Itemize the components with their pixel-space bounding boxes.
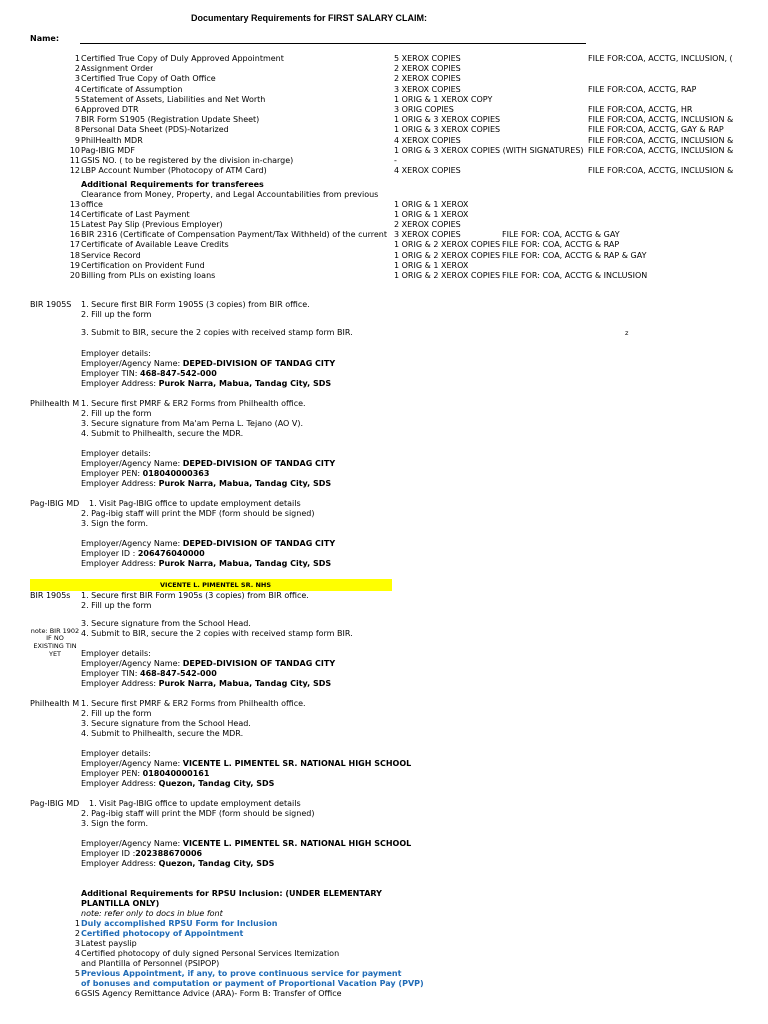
label: Employer/Agency Name: xyxy=(81,759,183,768)
label: Employer ID : xyxy=(81,549,138,558)
value: Purok Narra, Mabua, Tandag City, SDS xyxy=(158,559,332,568)
label: Employer Address: xyxy=(81,679,159,688)
value: VICENTE L. PIMENTEL SR. NATIONAL HIGH SCHOOL xyxy=(182,759,412,768)
item-copies: 1 ORIG & 3 XEROX COPIES xyxy=(394,115,501,125)
item-number: 1 xyxy=(74,54,80,63)
step: 1. Visit Pag-IBIG office to update employment details xyxy=(89,499,301,508)
label: Employer Address: xyxy=(81,859,159,868)
item-document: Statement of Assets, Liabilities and Net Worth xyxy=(81,94,266,104)
step: 4. Submit to BIR, secure the 2 copies with received stamp form BIR. xyxy=(81,629,353,638)
item-document: and Plantilla of Personnel (PSIPOP) xyxy=(81,959,220,968)
item-document: GSIS NO. ( to be registered by the division in-charge) xyxy=(81,156,294,165)
label: Employer/Agency Name: xyxy=(81,359,183,368)
item-copies: 2 XEROX COPIES xyxy=(394,74,461,84)
division-pi-label: Pag-IBIG MD xyxy=(30,499,80,508)
item-number: 17 xyxy=(69,240,80,250)
item-document: Service Record xyxy=(81,250,141,260)
name-underline xyxy=(80,43,586,44)
value: DEPED-DIVISION OF TANDAG CITY xyxy=(182,659,336,668)
value: 468-847-542-000 xyxy=(140,669,217,678)
value: 468-847-542-000 xyxy=(140,369,217,378)
item-file-for: FILE FOR:COA, ACCTG, INCLUSION, ( xyxy=(588,54,733,63)
item-number: 2 xyxy=(74,64,80,74)
item-number: 2 xyxy=(74,929,80,938)
item-document: Certified photocopy of Appointment xyxy=(81,929,244,938)
employer-details-label: Employer details: xyxy=(81,749,151,758)
value: DEPED-DIVISION OF TANDAG CITY xyxy=(182,459,336,468)
item-document: Assignment Order xyxy=(81,64,154,74)
item-number: 11 xyxy=(69,156,80,165)
item-document: Certified photocopy of duly signed Personal Services Itemization xyxy=(81,949,340,958)
item-document: BIR 2316 (Certificate of Compensation Payment/Tax Withheld) of the current xyxy=(81,230,387,240)
step: 1. Visit Pag-IBIG office to update employment details xyxy=(89,799,301,808)
item-number: 16 xyxy=(69,230,80,240)
employer-address xyxy=(81,859,274,869)
item-document: office xyxy=(81,200,103,209)
employer-agency xyxy=(81,459,335,469)
value: 202388670006 xyxy=(135,849,203,858)
item-copies: 1 ORIG & 2 XEROX COPIES xyxy=(394,250,501,260)
item-copies: 1 ORIG & 1 XEROX xyxy=(394,260,469,270)
value: Quezon, Tandag City, SDS xyxy=(158,859,275,868)
label: Employer PEN: xyxy=(81,469,143,478)
item-document: Certified True Copy of Oath Office xyxy=(81,74,216,84)
label: Employer ID : xyxy=(81,849,136,858)
item-copies: 4 XEROX COPIES xyxy=(394,166,461,176)
school-ph-label: Philhealth M xyxy=(30,699,80,708)
label: Employer/Agency Name: xyxy=(81,839,183,848)
item-copies: 3 XEROX COPIES xyxy=(394,230,461,240)
item-number: 5 xyxy=(74,94,80,104)
rpsu-heading-cont: PLANTILLA ONLY) xyxy=(81,899,160,908)
item-number: 1 xyxy=(74,919,80,928)
employer-agency xyxy=(81,759,411,769)
item-copies: 4 XEROX COPIES xyxy=(394,135,461,145)
item-copies: 2 XEROX COPIES xyxy=(394,220,461,230)
value: DEPED-DIVISION OF TANDAG CITY xyxy=(182,359,336,368)
item-number: 3 xyxy=(74,939,80,948)
item-file-for: FILE FOR:COA, ACCTG, INCLUSION & xyxy=(588,135,734,145)
step: 1. Secure first BIR Form 1905S (3 copies) from BIR office. xyxy=(81,300,310,309)
value: 018040000161 xyxy=(142,769,210,778)
division-bir-label: BIR 1905S xyxy=(30,300,72,309)
step: 2. Fill up the form xyxy=(81,601,152,610)
item-copies: 2 XEROX COPIES xyxy=(394,64,461,74)
item-number: 4 xyxy=(74,84,80,94)
item-copies: 1 ORIG & 1 XEROX xyxy=(394,210,469,220)
note-line: EXISTING TIN xyxy=(33,642,77,650)
label: Employer Address: xyxy=(81,479,159,488)
step: 1. Secure first BIR Form 1905s (3 copies) from BIR office. xyxy=(81,591,309,600)
item-number: 3 xyxy=(74,74,80,84)
employer-pen xyxy=(81,469,209,479)
step: 3. Submit to BIR, secure the 2 copies with received stamp form BIR. xyxy=(81,328,353,337)
item-document: Certificate of Last Payment xyxy=(81,210,190,220)
item-number: 13 xyxy=(69,200,80,209)
item-number: 10 xyxy=(69,145,80,155)
label: Employer/Agency Name: xyxy=(81,659,183,668)
step: 2. Pag-ibig staff will print the MDF (form should be signed) xyxy=(81,509,315,518)
employer-pen xyxy=(81,769,209,779)
step: 3. Sign the form. xyxy=(81,519,149,528)
note-line: note: BIR 1902 xyxy=(30,627,80,635)
item-document: Certificate of Assumption xyxy=(81,84,183,94)
employer-agency xyxy=(81,659,335,669)
item-number: 18 xyxy=(69,250,80,260)
item-number: 8 xyxy=(74,125,80,135)
item-document: Approved DTR xyxy=(81,105,139,114)
item-file-for: FILE FOR:COA, ACCTG, GAY & RAP xyxy=(588,125,724,135)
employer-tin xyxy=(81,669,217,679)
item-document: Previous Appointment, if any, to prove continuous service for payment xyxy=(81,969,402,978)
item-copies: 1 ORIG & 1 XEROX COPY xyxy=(394,94,493,104)
employer-agency xyxy=(81,839,411,849)
employer-id xyxy=(81,549,205,559)
item-document: PhilHealth MDR xyxy=(81,135,143,145)
item-document: Billing from PLIs on existing loans xyxy=(81,270,216,280)
label: Employer Address: xyxy=(81,379,159,388)
item-number: 6 xyxy=(74,989,80,998)
value: 018040000363 xyxy=(142,469,210,478)
employer-address xyxy=(81,779,274,789)
value: 206476040000 xyxy=(137,549,205,558)
item-number: 19 xyxy=(69,260,80,270)
item-copies: 3 ORIG COPIES xyxy=(394,105,454,114)
label: Employer PEN: xyxy=(81,769,143,778)
employer-address xyxy=(81,479,331,489)
employer-details-label: Employer details: xyxy=(81,449,151,458)
item-file-for: FILE FOR:COA, ACCTG, INCLUSION & xyxy=(588,115,734,125)
item-document: Certification on Provident Fund xyxy=(81,260,205,270)
item-number: 15 xyxy=(69,220,80,230)
name-label: Name: xyxy=(30,34,60,43)
transferees-pre-line: Clearance from Money, Property, and Legal Accountabilities from previous xyxy=(81,190,379,199)
employer-details-label: Employer details: xyxy=(81,349,151,358)
school-pi-label: Pag-IBIG MD xyxy=(30,799,80,808)
item-copies: 5 XEROX COPIES xyxy=(394,54,461,63)
item-file-for: FILE FOR:COA, ACCTG, HR xyxy=(588,105,693,114)
item-document: of bonuses and computation or payment of Proportional Vacation Pay (PVP) xyxy=(81,979,424,988)
step: 3. Secure signature from Ma'am Perna L. Tejano (AO V). xyxy=(81,419,304,428)
item-number: 6 xyxy=(74,105,80,114)
step: 1. Secure first PMRF & ER2 Forms from Philhealth office. xyxy=(81,699,306,708)
school-banner-text: VICENTE L. PIMENTEL SR. NHS xyxy=(160,581,272,589)
item-document: Personal Data Sheet (PDS)-Notarized xyxy=(81,125,229,135)
item-number: 20 xyxy=(69,270,80,280)
item-copies: 3 XEROX COPIES xyxy=(394,84,461,94)
employer-id xyxy=(81,849,202,859)
item-file-for: FILE FOR: COA, ACCTG & RAP xyxy=(502,240,620,250)
item-file-for: FILE FOR:COA, ACCTG, RAP xyxy=(588,84,697,94)
value: Quezon, Tandag City, SDS xyxy=(158,779,275,788)
value: Purok Narra, Mabua, Tandag City, SDS xyxy=(158,379,332,388)
step: 1. Secure first PMRF & ER2 Forms from Philhealth office. xyxy=(81,399,306,408)
step: 3. Secure signature from the School Head. xyxy=(81,719,251,728)
rpsu-heading: Additional Requirements for RPSU Inclusion: (UNDER ELEMENTARY xyxy=(81,889,382,898)
employer-agency xyxy=(81,539,335,549)
item-copies: 1 ORIG & 2 XEROX COPIES xyxy=(394,270,501,280)
stray-mark: z xyxy=(625,329,629,337)
note-line: YET xyxy=(48,650,62,658)
item-number: 5 xyxy=(74,969,80,978)
item-document: LBP Account Number (Photocopy of ATM Card) xyxy=(81,166,267,176)
item-copies: 1 ORIG & 3 XEROX COPIES xyxy=(394,125,501,135)
item-number: 12 xyxy=(69,166,80,176)
division-ph-label: Philhealth M xyxy=(30,399,80,408)
transferees-heading: Additional Requirements for transferees xyxy=(81,180,264,189)
item-document: Certificate of Available Leave Credits xyxy=(81,240,229,250)
note-line: IF NO xyxy=(46,634,64,642)
step: 4. Submit to Philhealth, secure the MDR. xyxy=(81,429,244,438)
step: 3. Sign the form. xyxy=(81,819,149,828)
page-title: Documentary Requirements for FIRST SALARY CLAIM: xyxy=(191,13,428,23)
item-document: GSIS Agency Remittance Advice (ARA)- Form B: Transfer of Office xyxy=(81,989,342,998)
item-file-for: FILE FOR:COA, ACCTG, INCLUSION & xyxy=(588,145,734,155)
item-copies: 1 ORIG & 2 XEROX COPIES xyxy=(394,240,501,250)
step: 2. Fill up the form xyxy=(81,409,152,418)
item-number: 14 xyxy=(69,210,80,220)
value: VICENTE L. PIMENTEL SR. NATIONAL HIGH SCHOOL xyxy=(182,839,412,848)
school-banner xyxy=(30,579,392,591)
rpsu-note: note: refer only to docs in blue font xyxy=(81,909,223,918)
item-file-for: FILE FOR:COA, ACCTG, INCLUSION & xyxy=(588,166,734,176)
item-copies: - xyxy=(394,156,397,165)
item-number: 9 xyxy=(74,135,80,145)
employer-address xyxy=(81,559,331,569)
item-copies: 1 ORIG & 1 XEROX xyxy=(394,200,469,209)
step: 2. Pag-ibig staff will print the MDF (form should be signed) xyxy=(81,809,315,818)
step: 4. Submit to Philhealth, secure the MDR. xyxy=(81,729,244,738)
value: DEPED-DIVISION OF TANDAG CITY xyxy=(182,539,336,548)
employer-agency xyxy=(81,359,335,369)
item-document: Latest payslip xyxy=(81,939,137,948)
item-document: Latest Pay Slip (Previous Employer) xyxy=(81,220,223,230)
label: Employer TIN: xyxy=(81,369,140,378)
item-number: 7 xyxy=(74,115,80,125)
item-document: Pag-IBIG MDF xyxy=(81,145,135,155)
school-bir-label: BIR 1905s xyxy=(30,591,71,600)
value: Purok Narra, Mabua, Tandag City, SDS xyxy=(158,479,332,488)
item-number: 4 xyxy=(74,949,80,958)
item-document: Duly accomplished RPSU Form for Inclusion xyxy=(81,919,278,928)
employer-details-label: Employer details: xyxy=(81,649,151,658)
item-file-for: FILE FOR: COA, ACCTG & GAY xyxy=(502,230,620,240)
step: 2. Fill up the form xyxy=(81,310,152,319)
value: Purok Narra, Mabua, Tandag City, SDS xyxy=(158,679,332,688)
item-file-for: FILE FOR: COA, ACCTG & RAP & GAY xyxy=(502,250,647,260)
label: Employer/Agency Name: xyxy=(81,459,183,468)
item-document: BIR Form S1905 (Registration Update Sheet) xyxy=(81,115,260,125)
label: Employer Address: xyxy=(81,559,159,568)
label: Employer Address: xyxy=(81,779,159,788)
item-file-for: FILE FOR: COA, ACCTG & INCLUSION xyxy=(502,270,648,280)
label: Employer TIN: xyxy=(81,669,140,678)
employer-address xyxy=(81,679,331,689)
employer-address xyxy=(81,379,331,389)
item-document: Certified True Copy of Duly Approved Appointment xyxy=(81,54,284,63)
step: 2. Fill up the form xyxy=(81,709,152,718)
label: Employer/Agency Name: xyxy=(81,539,183,548)
item-copies: 1 ORIG & 3 XEROX COPIES (WITH SIGNATURES) xyxy=(394,145,584,155)
step: 3. Secure signature from the School Head. xyxy=(81,619,251,628)
employer-tin xyxy=(81,369,217,379)
